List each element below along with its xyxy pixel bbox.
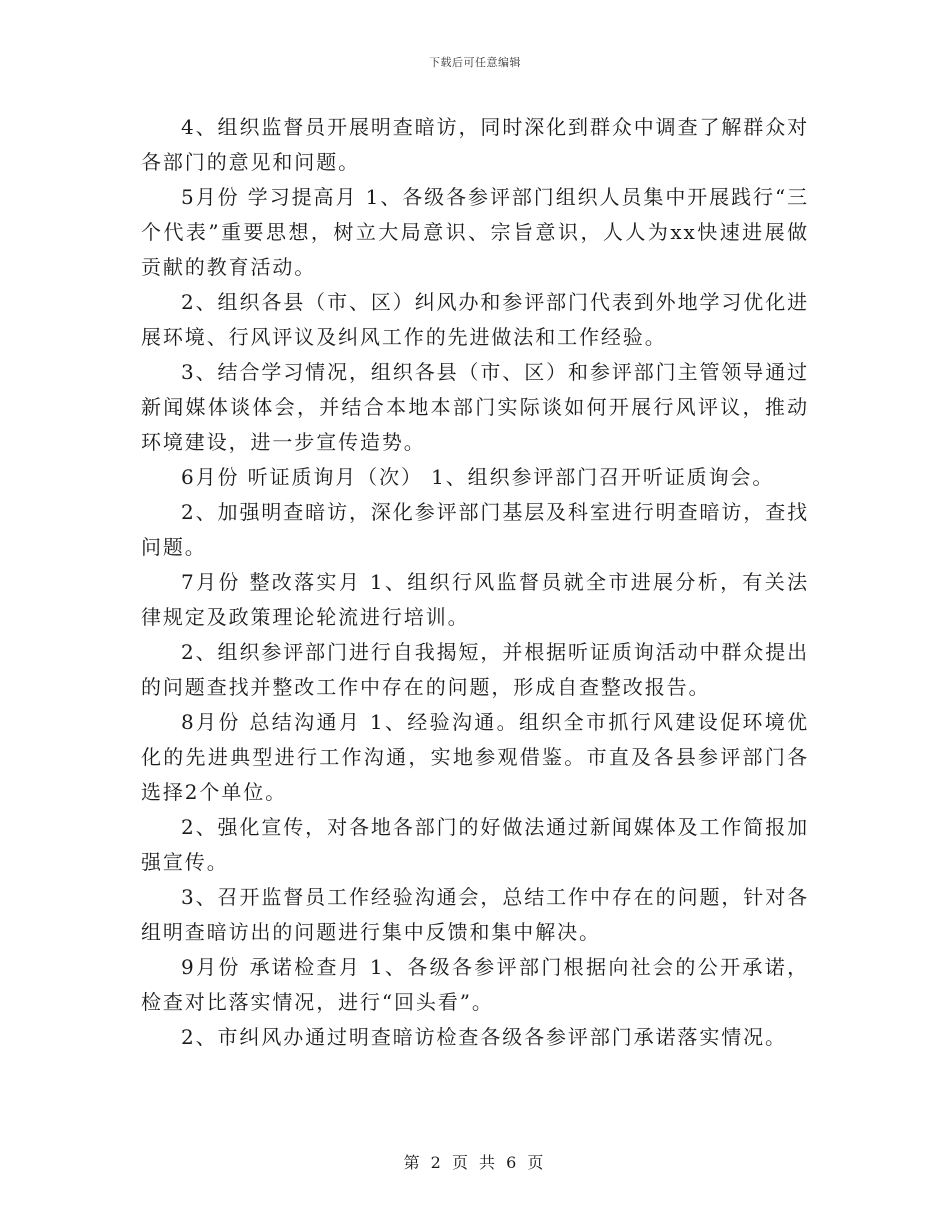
page-number: 第 2 页 共 6 页	[403, 1153, 547, 1172]
paragraph: 2、强化宣传，对各地各部门的好做法通过新闻媒体及工作简报加强宣传。	[141, 815, 809, 874]
paragraph: 9月份 承诺检查月 1、各级各参评部门根据向社会的公开承诺，检查对比落实情况，进行“回头看”。	[141, 955, 809, 1014]
paragraph: 6月份 听证质询月（次） 1、组织参评部门召开听证质询会。	[181, 465, 775, 489]
paragraph: 5月份 学习提高月 1、各级各参评部门组织人员集中开展践行“三个代表”重要思想，树立大局意识、宗旨意识，人人为xx快速进展做贡献的教育活动。	[141, 185, 809, 279]
paragraph: 3、结合学习情况，组织各县（市、区）和参评部门主管领导通过新闻媒体谈体会，并结合本地本部门实际谈如何开展行风评议，推动环境建设，进一步宣传造势。	[141, 360, 809, 454]
paragraph: 2、市纠风办通过明查暗访检查各级各参评部门承诺落实情况。	[181, 1025, 787, 1049]
paragraph: 2、组织参评部门进行自我揭短，并根据听证质询活动中群众提出的问题查找并整改工作中存在的问题，形成自查整改报告。	[141, 640, 809, 699]
paragraph: 8月份 总结沟通月 1、经验沟通。组织全市抓行风建设促环境优化的先进典型进行工作沟通，实地参观借鉴。市直及各县参评部门各选择2个单位。	[141, 710, 809, 804]
paragraph: 3、召开监督员工作经验沟通会，总结工作中存在的问题，针对各组明查暗访出的问题进行集中反馈和集中解决。	[141, 885, 809, 944]
page-header: 下载后可任意编辑	[429, 56, 521, 69]
paragraph: 4、组织监督员开展明查暗访，同时深化到群众中调查了解群众对各部门的意见和问题。	[141, 115, 809, 174]
paragraph: 2、加强明查暗访，深化参评部门基层及科室进行明查暗访，查找问题。	[141, 500, 809, 559]
document-body	[141, 110, 809, 1055]
paragraph: 7月份 整改落实月 1、组织行风监督员就全市进展分析，有关法律规定及政策理论轮流进行培训。	[141, 570, 809, 629]
paragraph: 2、组织各县（市、区）纠风办和参评部门代表到外地学习优化进展环境、行风评议及纠风工作的先进做法和工作经验。	[141, 290, 809, 349]
